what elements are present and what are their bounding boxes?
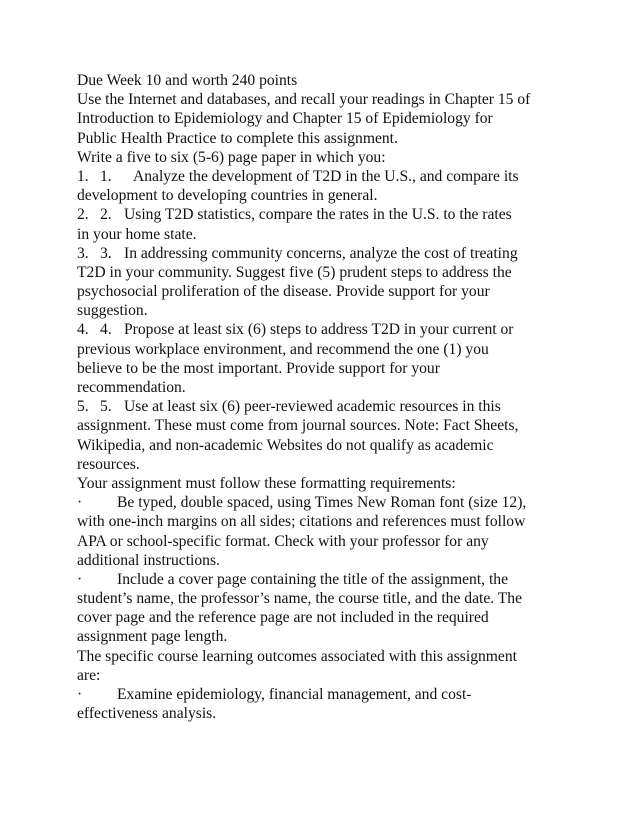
paragraph-line [77,647,597,666]
text: with one-inch margins on all sides; citations and references must follow [77,513,526,531]
paragraph-line [77,359,597,378]
text: T2D in your community. Suggest five (5) prudent steps to address the [77,263,512,281]
paragraph-line [77,148,597,167]
list-number: 3. [100,244,112,262]
list-item-4 [77,320,597,339]
paragraph-line [77,378,597,397]
bullet-text: Include a cover page containing the title of the assignment, the [117,570,509,588]
paragraph-line [77,436,597,455]
text: are: [77,666,101,684]
text: Use the Internet and databases, and recall your readings in Chapter 15 of [77,91,531,109]
text: recommendation. [77,379,186,396]
list-item-3 [77,244,597,263]
paragraph-line [77,129,597,148]
list-number: 1. [77,167,89,185]
paragraph-line [77,608,597,627]
list-number: 2. [100,206,112,224]
text: Introduction to Epidemiology and Chapter 15 of Epidemiology for [77,110,493,128]
text: Wikipedia, and non-academic Websites do not qualify as academic [77,436,494,454]
text: suggestion. [77,302,148,320]
paragraph-line [77,90,597,109]
text: Public Health Practice to complete this assignment. [77,129,398,147]
paragraph-line [77,455,597,474]
paragraph-line [77,474,597,493]
bullet-item [77,685,597,704]
bullet-item [77,570,597,589]
text: in your home state. [77,225,197,243]
list-item-1 [77,167,597,186]
list-number: 3. [77,244,89,262]
bullet-text: Be typed, double spaced, using Times New Roman font (size 12), [117,494,527,512]
bullet-item [77,493,597,512]
paragraph-line [77,627,597,646]
due-line [77,71,597,90]
paragraph-line [77,666,597,685]
paragraph-line [77,551,597,570]
bullet-glyph: · [77,686,83,703]
paragraph-line [77,282,597,301]
list-item-2 [77,205,597,224]
text: effectiveness analysis. [77,705,217,723]
text: APA or school-specific format. Check with your professor for any [77,532,489,550]
text: believe to be the most important. Provide support for your [77,359,440,377]
list-item-5 [77,397,597,416]
paragraph-line [77,301,597,320]
text: assignment page length. [77,628,228,646]
text: student’s name, the professor’s name, the course title, and the date. The [77,590,523,608]
text: assignment. These must come from journal sources. Note: Fact Sheets, [77,417,519,435]
list-text: In addressing community concerns, analyze the cost of treating [124,244,518,262]
text: additional instructions. [77,551,220,569]
list-number: 1. [100,167,112,185]
text: resources. [77,455,140,473]
text: psychosocial proliferation of the disease. Provide support for your [77,283,490,301]
paragraph-line [77,416,597,435]
text: Due Week 10 and worth 240 points [77,72,298,89]
text: Write a five to six (5-6) page paper in which you: [77,148,386,166]
list-text: Use at least six (6) peer-reviewed academic resources in this [124,398,501,416]
list-number: 4. [77,321,89,339]
list-text: Analyze the development of T2D in the U.S., and compare its [133,167,519,185]
paragraph-line [77,109,597,128]
list-number: 5. [100,398,112,416]
paragraph-line [77,225,597,244]
document-body [77,71,597,723]
text: The specific course learning outcomes associated with this assignment [77,647,517,665]
list-text: Propose at least six (6) steps to address T2D in your current or [124,321,514,339]
paragraph-line [77,512,597,531]
list-number: 5. [77,398,89,416]
paragraph-line [77,589,597,608]
list-text: Using T2D statistics, compare the rates in the U.S. to the rates [124,206,512,224]
text: cover page and the reference page are not included in the required [77,609,489,627]
text: previous workplace environment, and recommend the one (1) you [77,340,489,358]
paragraph-line [77,186,597,205]
bullet-text: Examine epidemiology, financial management, and cost- [117,686,472,703]
paragraph-line [77,532,597,551]
bullet-glyph: · [77,494,83,512]
bullet-glyph: · [77,570,83,588]
list-number: 4. [100,321,112,339]
text: Your assignment must follow these formatting requirements: [77,474,456,492]
paragraph-line [77,263,597,282]
list-number: 2. [77,206,89,224]
text: development to developing countries in general. [77,187,378,205]
paragraph-line [77,704,597,723]
paragraph-line [77,340,597,359]
